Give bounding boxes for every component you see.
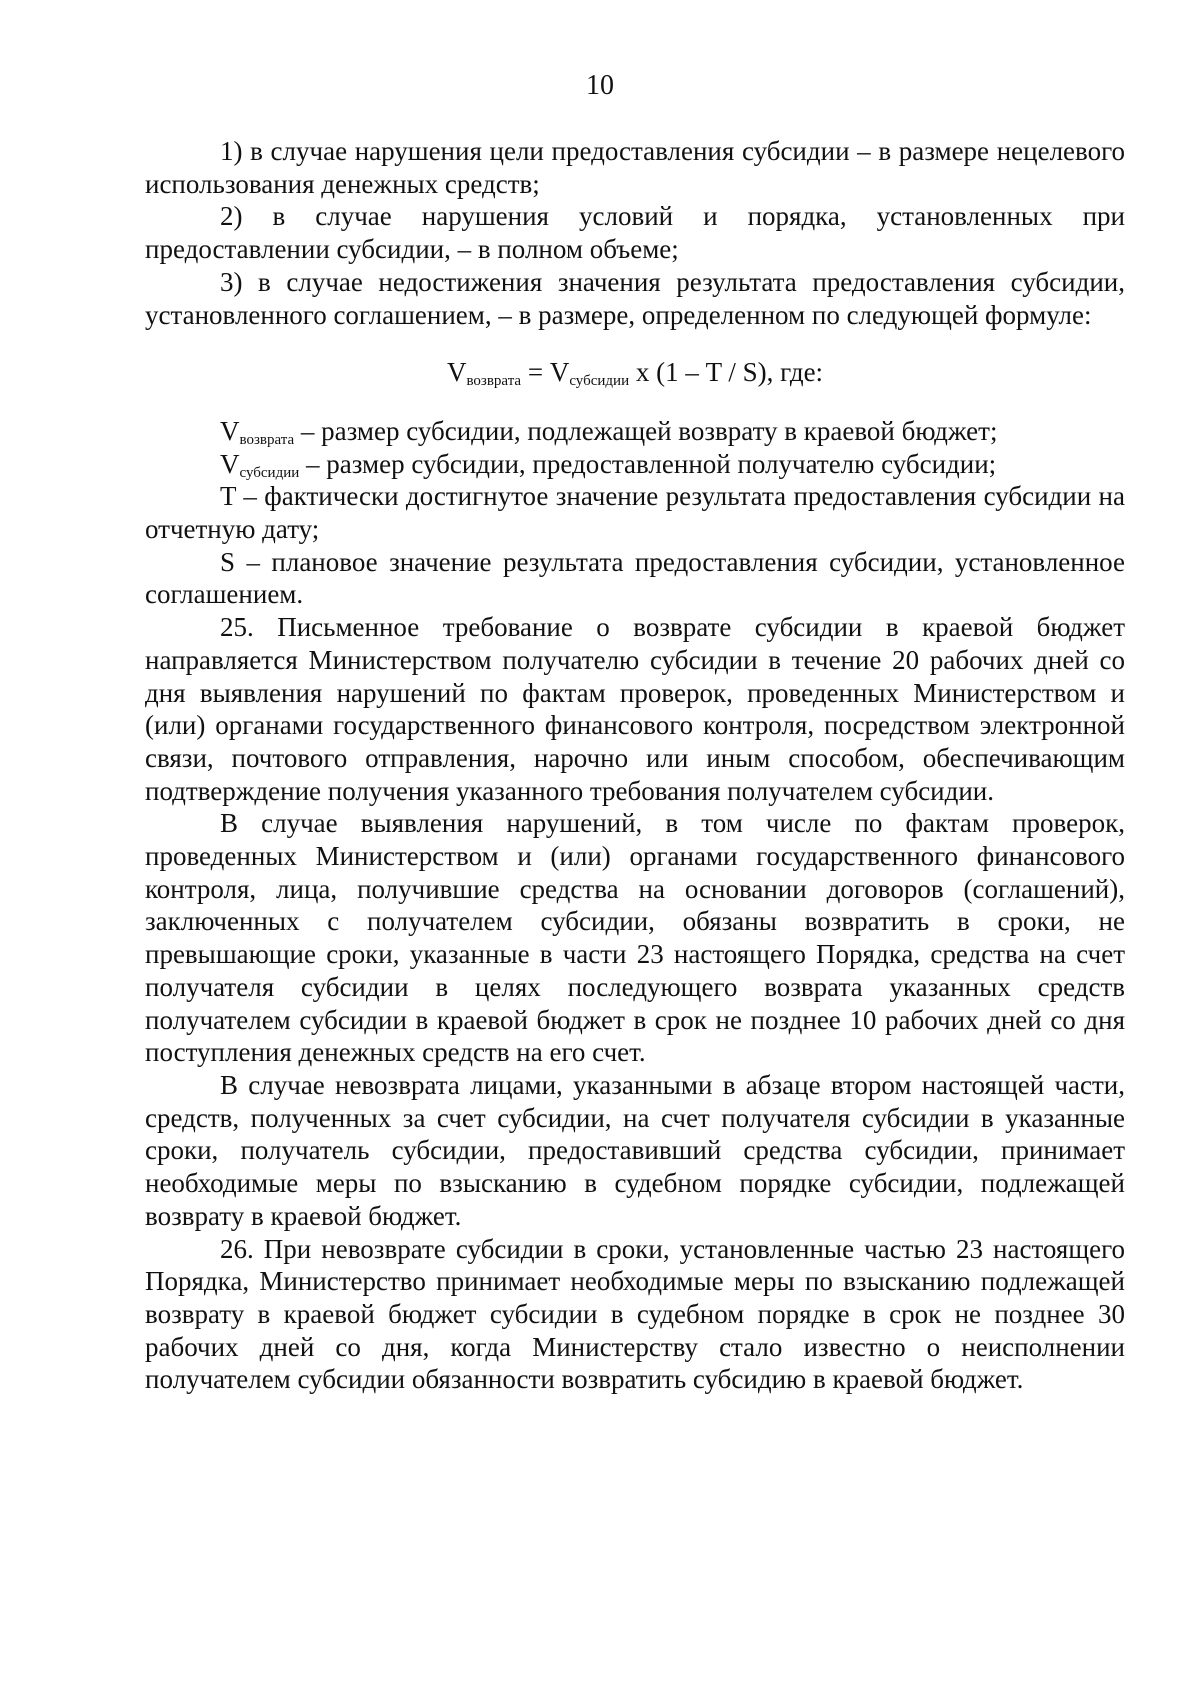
definition-s: S – плановое значение результата предоставления субсидии, установленное соглашением. [145, 546, 1125, 610]
return-formula [145, 356, 1125, 389]
definition-v-return [145, 415, 1125, 448]
def-v-subsidy-text: – размер субсидии, предоставленной получателю субсидии; [299, 448, 997, 479]
list-item-2: 2) в случае нарушения условий и порядка, установленных при предоставлении субсидии, – в полном объеме; [145, 201, 1125, 265]
paragraph-25: 25. Письменное требование о возврате субсидии в краевой бюджет направляется Министерством получателю субсидии в течение 20 рабочих дней со дня выявления нарушений по фактам проверок, проведенных Министерством и (или) органами государственного финансового контроля, посредством электронной связи, почтового отправления, нарочно или иным способом, обеспечивающим подтверждение получения указанного требования получателем субсидии. [145, 612, 1125, 806]
def-sub-subsidy: субсидии [239, 464, 300, 481]
formula-equals: = [521, 357, 550, 388]
paragraph-25-non-return: В случае невозврата лицами, указанными в абзаце втором настоящей части, средств, полученных за счет субсидии, на счет получателя субсидии в указанные сроки, получатель субсидии, предоставивший средства субсидии, принимает необходимые меры по взысканию в судебном порядке субсидии, подлежащей возврату в краевой бюджет. [145, 1069, 1125, 1231]
formula-rest: х (1 – T / S), где: [629, 357, 824, 388]
definition-t: T – фактически достигнутое значение результата предоставления субсидии на отчетную дату; [145, 481, 1125, 545]
document-body [145, 135, 1125, 1396]
paragraph-26: 26. При невозврате субсидии в сроки, установленные частью 23 настоящего Порядка, Министерство принимает необходимые меры по взысканию подлежащей возврату в краевой бюджет субсидии в судебном порядке в срок не позднее 30 рабочих дней со дня, когда Министерству стало известно о неисполнении получателем субсидии обязанности возвратить субсидию в краевой бюджет. [145, 1233, 1125, 1395]
formula-v1: V [446, 357, 467, 388]
def-v-return-text: – размер субсидии, подлежащей возврату в краевой бюджет; [294, 415, 998, 446]
page-number: 10 [586, 70, 614, 101]
list-item-3: 3) в случае недостижения значения результата предоставления субсидии, установленного соглашением, – в размере, определенном по следующей формуле: [145, 266, 1125, 330]
def-v1: V [220, 415, 240, 446]
definition-v-subsidy [145, 448, 1125, 481]
def-v2: V [220, 448, 240, 479]
list-item-1: 1) в случае нарушения цели предоставления субсидии – в размере нецелевого использования денежных средств; [145, 136, 1125, 199]
paragraph-25-violations: В случае выявления нарушений, в том числе по фактам проверок, проведенных Министерством и (или) органами государственного финансового контроля, лица, получившие средства на основании договоров (соглашений), заключенных с получателем субсидии, обязаны возвратить в сроки, не превышающие сроки, указанные в части 23 настоящего Порядка, средства на счет получателя субсидии в целях последующего возврата указанных средств получателем субсидии в краевой бюджет в срок не позднее 10 рабочих дней со дня поступления денежных средств на его счет. [145, 808, 1125, 1068]
formula-sub-return: возврата [466, 373, 522, 390]
def-sub-return: возврата [239, 431, 295, 448]
formula-v2: V [549, 357, 570, 388]
formula-sub-subsidy: субсидии [569, 373, 630, 390]
